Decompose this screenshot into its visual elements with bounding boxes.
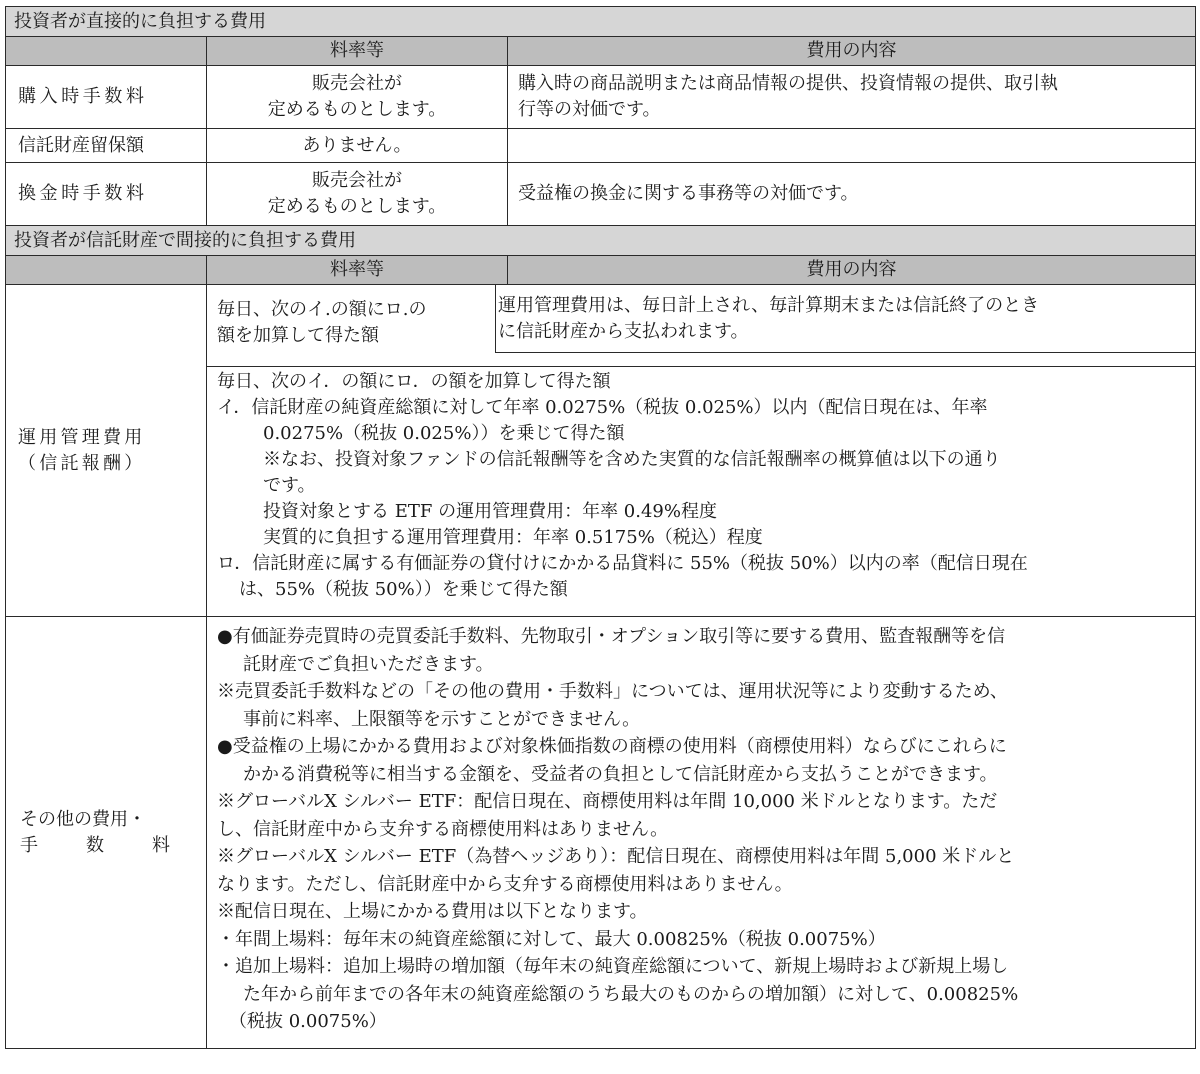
management-fee-detail-line: 投資対象とする ETF の運用管理費用：年率 0.49%程度 xyxy=(263,501,717,522)
management-fee-detail-line: ロ．信託財産に属する有価証券の貸付けにかかる品貸料に 55%（税抜 50%）以内の率（配信日現在 xyxy=(217,553,1028,574)
other-fees-detail-line: ●受益権の上場にかかる費用および対象株価指数の商標の使用料（商標使用料）ならびにこれらに xyxy=(217,736,1007,757)
management-fee-desc-line2: に信託財産から支払われます。 xyxy=(498,321,749,342)
section-indirect-title: 投資者が信託財産で間接的に負担する費用 xyxy=(6,226,1196,256)
other-fees-detail-line: ●有価証券売買時の売買委託手数料、先物取引・オプション取引等に要する費用、監査報酬等を信 xyxy=(217,626,1006,647)
other-fees-detail-line: ・年間上場料：毎年末の純資産総額に対して、最大 0.00825%（税抜 0.0075%） xyxy=(217,928,886,950)
column-header-rate: 料率等 xyxy=(207,37,508,66)
purchase-fee-rate-line1: 販売会社が xyxy=(312,73,402,94)
other-fees-label-line2 xyxy=(18,833,170,859)
column-header-rate: 料率等 xyxy=(207,256,508,285)
management-fee-rate-line1: 毎日、次のイ.の額にロ.の xyxy=(217,299,427,320)
management-fee-detail-line: は、55%（税抜 50%））を乗じて得た額 xyxy=(239,579,568,600)
fee-table xyxy=(5,6,1196,1049)
management-fee-detail-line: 0.0275%（税抜 0.025%））を乗じて得た額 xyxy=(263,423,625,444)
other-fees-label-line1: その他の費用・ xyxy=(20,808,146,830)
table-row-management-fee-summary xyxy=(6,285,1196,367)
section-direct-column-headers xyxy=(6,37,1196,66)
purchase-fee-desc-line1: 購入時の商品説明または商品情報の提供、投資情報の提供、取引執 xyxy=(518,73,1058,94)
row-label-other-fees xyxy=(6,617,207,1049)
other-fees-detail-line: ※グローバルX シルバー ETF：配信日現在、商標使用料は年間 10,000 米ドルとなります。ただ xyxy=(217,791,998,812)
other-fees-detail-line: た年から前年までの各年末の純資産総額のうち最大のものからの増加額）に対して、0.00825% xyxy=(243,983,1019,1005)
other-fees-label-char: 手 xyxy=(20,834,38,856)
purchase-fee-rate xyxy=(207,66,508,129)
other-fees-detail-line: 託財産でご負担いただきます。 xyxy=(243,653,494,675)
redemption-fee-rate-line2: 定めるものとします。 xyxy=(267,196,447,217)
other-fees-detail-line: し、信託財産中から支弁する商標使用料はありません。 xyxy=(217,818,669,840)
management-fee-rate xyxy=(217,297,497,349)
section-direct-header xyxy=(6,7,1196,37)
other-fees-detail-line: ※配信日現在、上場にかかる費用は以下となります。 xyxy=(217,901,648,922)
table-row-trust-reserve xyxy=(6,129,1196,163)
management-fee-rate-line2: 額を加算して得た額 xyxy=(217,325,379,346)
other-fees-detail-cell xyxy=(207,617,1196,1049)
management-fee-summary-cell xyxy=(207,285,1196,367)
redemption-fee-rate-line1: 販売会社が xyxy=(312,170,402,191)
other-fees-label-char: 料 xyxy=(152,834,170,856)
column-header-description: 費用の内容 xyxy=(508,37,1196,66)
section-indirect-column-headers xyxy=(6,256,1196,285)
column-header-blank xyxy=(6,256,207,285)
section-indirect-header xyxy=(6,226,1196,256)
column-header-blank xyxy=(6,37,207,66)
other-fees-detail-line: なります。ただし、信託財産中から支弁する商標使用料はありません。 xyxy=(217,873,793,895)
table-row-purchase-fee xyxy=(6,66,1196,129)
trust-reserve-description xyxy=(508,129,1196,163)
management-fee-detail-line: です。 xyxy=(263,475,316,496)
other-fees-detail-line: （税抜 0.0075%） xyxy=(229,1011,387,1032)
purchase-fee-rate-line2: 定めるものとします。 xyxy=(267,99,447,120)
other-fees-detail-line: 事前に料率、上限額等を示すことができません。 xyxy=(243,708,641,730)
management-fee-detail-line: 毎日、次のイ．の額にロ．の額を加算して得た額 xyxy=(217,371,611,392)
row-label-redemption-fee: 換金時手数料 xyxy=(6,163,207,226)
table-row-redemption-fee xyxy=(6,163,1196,226)
section-direct-title: 投資者が直接的に負担する費用 xyxy=(6,7,1196,37)
management-fee-detail-cell xyxy=(207,367,1196,617)
management-fee-desc-line1: 運用管理費用は、毎日計上され、毎計算期末または信託終了のとき xyxy=(498,295,1040,316)
other-fees-detail-line: かかる消費税等に相当する金額を、受益者の負担として信託財産から支払うことができます。 xyxy=(243,763,998,785)
purchase-fee-desc-line2: 行等の対価です。 xyxy=(518,99,661,120)
trust-reserve-rate: ありません。 xyxy=(207,129,508,163)
row-label-purchase-fee: 購入時手数料 xyxy=(6,66,207,129)
management-fee-detail-line: 実質的に負担する運用管理費用：年率 0.5175%（税込）程度 xyxy=(263,527,763,548)
redemption-fee-rate xyxy=(207,163,508,226)
other-fees-detail-line: ※グローバルX シルバー ETF（為替ヘッジあり）：配信日現在、商標使用料は年間 5,000 米ドルと xyxy=(217,846,1015,867)
other-fees-detail-line: ※売買委託手数料などの「その他の費用・手数料」については、運用状況等により変動するため、 xyxy=(217,681,1008,702)
redemption-fee-description: 受益権の換金に関する事務等の対価です。 xyxy=(508,163,1196,226)
management-fee-detail-line: ※なお、投資対象ファンドの信託報酬等を含めた実質的な信託報酬率の概算値は以下の通り xyxy=(263,449,1001,470)
management-fee-description xyxy=(495,285,1196,353)
purchase-fee-description xyxy=(508,66,1196,129)
management-fee-detail-line: イ．信託財産の純資産総額に対して年率 0.0275%（税抜 0.025%）以内（配信日現在は、年率 xyxy=(217,397,988,418)
row-label-trust-reserve: 信託財産留保額 xyxy=(6,129,207,163)
other-fees-label-char: 数 xyxy=(86,834,104,856)
other-fees-detail-line: ・追加上場料：追加上場時の増加額（毎年末の純資産総額について、新規上場時および新規上場し xyxy=(217,956,1009,977)
management-fee-label-line2: （信託報酬） xyxy=(18,452,146,474)
management-fee-label-line1: 運用管理費用 xyxy=(18,426,146,448)
table-row-other-fees xyxy=(6,617,1196,1049)
column-header-description: 費用の内容 xyxy=(508,256,1196,285)
row-label-management-fee xyxy=(6,285,207,617)
